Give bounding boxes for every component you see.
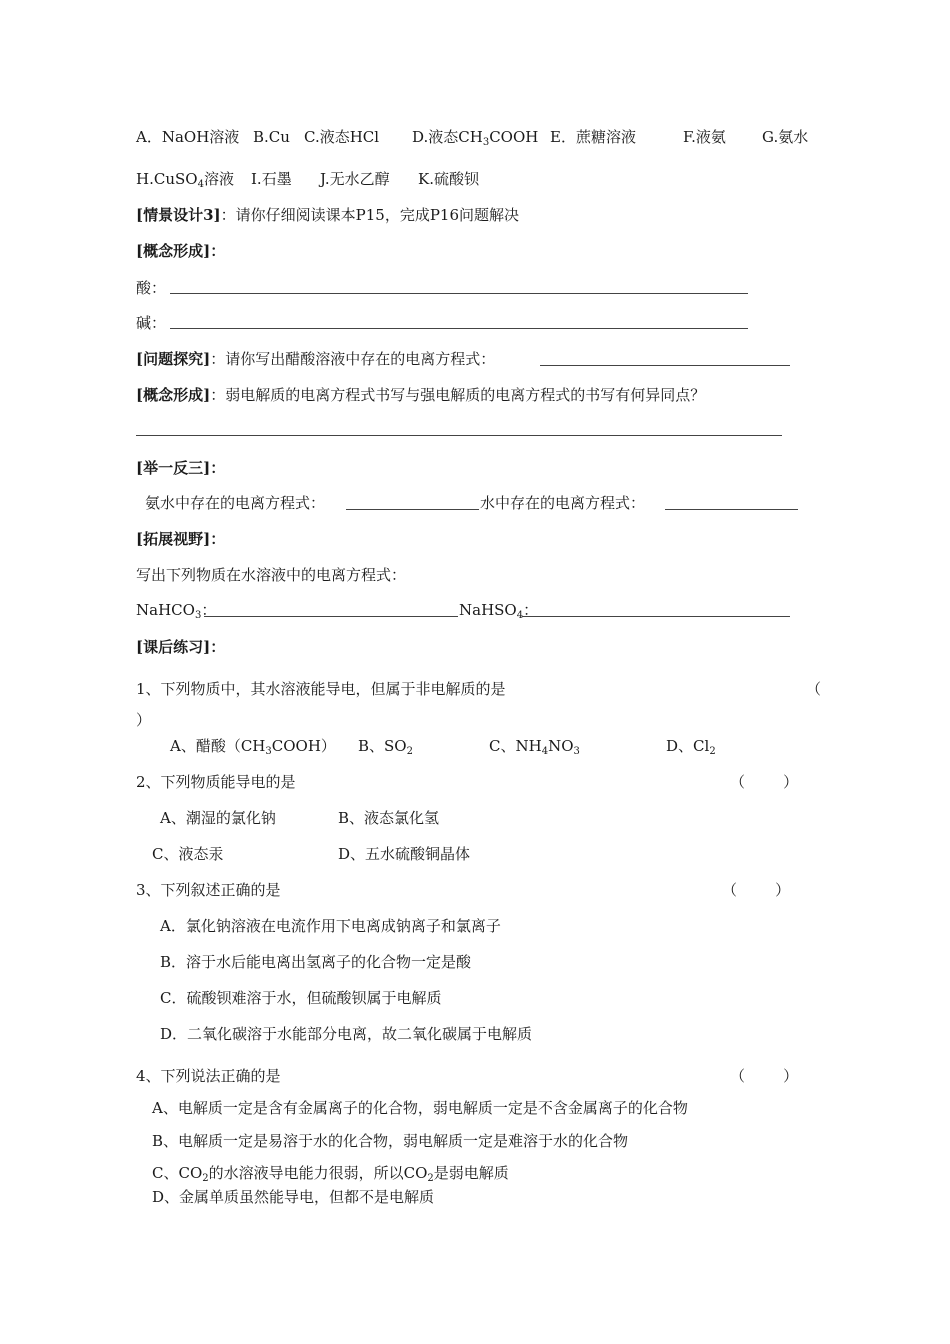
q2-paren: （ ） <box>730 773 799 791</box>
q1-paren-open: （ <box>806 680 822 698</box>
q2-option-c: C、液态汞 <box>152 845 224 863</box>
q2-option-b: B、液态氯化氢 <box>338 809 440 827</box>
option-b: B.Cu <box>253 128 290 146</box>
q4-option-b: B、电解质一定是易溶于水的化合物，弱电解质一定是难溶于水的化合物 <box>152 1132 629 1150</box>
scenario-3: [情景设计3]：请你仔细阅读课本P15，完成P16问题解决 <box>136 206 520 224</box>
q4-option-a: A、电解质一定是含有金属离子的化合物，弱电解质一定是不含金属离子的化合物 <box>152 1099 688 1117</box>
q4-stem: 4、下列说法正确的是 <box>136 1067 281 1085</box>
option-e: E．蔗糖溶液 <box>550 128 636 146</box>
q1-option-c: C、$NH_4NO_3$ <box>489 737 580 757</box>
q2-option-a: A、潮湿的氯化钠 <box>160 809 276 827</box>
option-k: K.硫酸钡 <box>418 170 479 188</box>
nahso4-label: NaHSO$_4$： <box>459 601 539 621</box>
concept-2-answer-line[interactable] <box>136 435 782 436</box>
q3-option-a: A．氯化钠溶液在电流作用下电离成钠离子和氯离子 <box>160 917 501 935</box>
homework-heading: [课后练习]： <box>136 638 226 656</box>
q3-stem: 3、下列叙述正确的是 <box>136 881 281 899</box>
q3-option-c: C．硫酸钡难溶于水，但硫酸钡属于电解质 <box>160 989 442 1007</box>
base-label: 碱： <box>136 314 167 332</box>
option-j: J.无水乙醇 <box>320 170 390 188</box>
option-c: C.液态HCl <box>304 128 380 146</box>
q2-option-d: D、五水硫酸铜晶体 <box>338 845 471 863</box>
nahco3-answer-line[interactable] <box>204 616 458 617</box>
q1-option-b: B、$SO_2$ <box>358 737 413 757</box>
ammonia-equation-prompt: 氨水中存在的电离方程式： <box>145 494 326 512</box>
q4-paren: （ ） <box>730 1067 799 1085</box>
option-i: I.石墨 <box>251 170 292 188</box>
base-answer-line[interactable] <box>170 328 748 329</box>
inquiry: [问题探究]：请你写出醋酸溶液中存在的电离方程式： <box>136 350 496 368</box>
q1-paren-close: ） <box>136 711 152 729</box>
concept-2: [概念形成]：弱电解质的电离方程式书写与强电解质的电离方程式的书写有何异同点？ <box>136 386 706 404</box>
option-d: D.液态$CH_3COOH$ <box>412 128 539 148</box>
q4-option-c: C、$CO_2$的水溶液导电能力很弱，所以$CO_2$是弱电解质 <box>152 1164 509 1184</box>
nahso4-answer-line[interactable] <box>522 616 790 617</box>
expand-instruction: 写出下列物质在水溶液中的电离方程式： <box>136 566 407 584</box>
q4-option-d: D、金属单质虽然能导电，但都不是电解质 <box>152 1188 435 1206</box>
q3-option-b: B．溶于水后能电离出氢离子的化合物一定是酸 <box>160 953 472 971</box>
acid-label: 酸： <box>136 279 167 297</box>
analogy-heading: [举一反三]： <box>136 459 226 477</box>
ammonia-answer-line[interactable] <box>346 509 479 510</box>
option-h: H.CuSO$_4$溶液 <box>136 170 234 190</box>
water-equation-prompt: 水中存在的电离方程式： <box>480 494 646 512</box>
q3-option-d: D．二氧化碳溶于水能部分电离，故二氧化碳属于电解质 <box>160 1025 533 1043</box>
q3-paren: （ ） <box>722 881 791 899</box>
q1-stem: 1、下列物质中，其水溶液能导电，但属于非电解质的是 <box>136 680 506 698</box>
q1-option-d: D、$Cl_2$ <box>666 737 716 757</box>
q2-stem: 2、下列物质能导电的是 <box>136 773 296 791</box>
option-f: F.液氨 <box>683 128 726 146</box>
option-g: G.氨水 <box>762 128 809 146</box>
nahco3-label: NaHCO$_3$： <box>136 601 217 621</box>
expand-heading: [拓展视野]： <box>136 530 226 548</box>
concept-heading-1: [概念形成]： <box>136 242 226 260</box>
q1-option-a: A、醋酸$(CH_3COOH)$ <box>170 737 336 757</box>
option-a: A．NaOH溶液 <box>136 128 240 146</box>
water-answer-line[interactable] <box>665 509 798 510</box>
acid-answer-line[interactable] <box>170 293 748 294</box>
inquiry-answer-line[interactable] <box>540 365 790 366</box>
